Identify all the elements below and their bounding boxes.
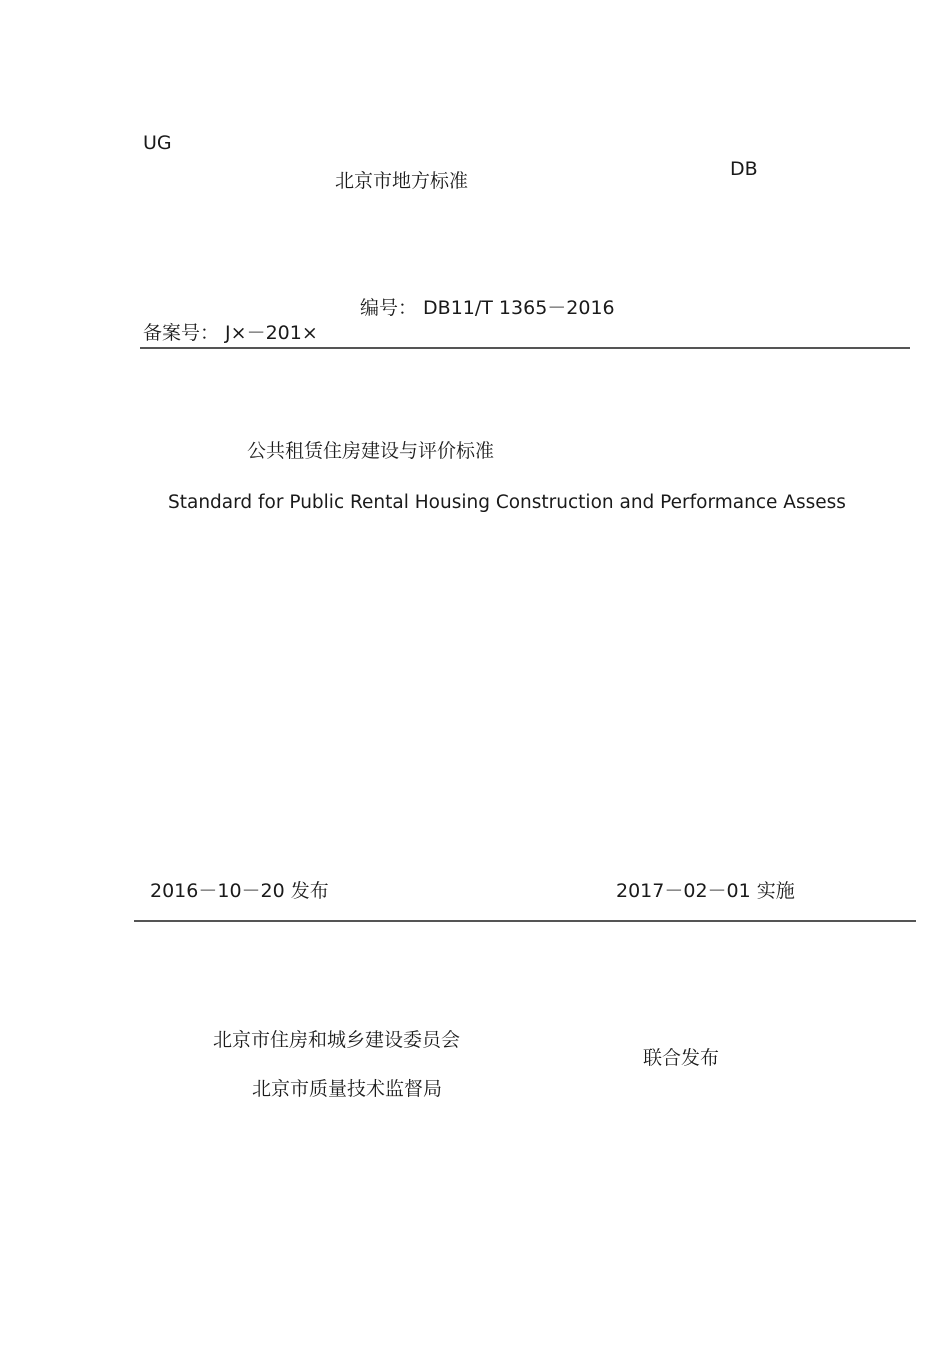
- db-mark: DB: [730, 158, 758, 180]
- ics-code: UG: [143, 132, 172, 154]
- filing-number: 备案号： J×－201×: [143, 322, 318, 344]
- bottom-divider: [134, 920, 916, 922]
- issue-date: 2016－10－20 发布: [150, 880, 329, 902]
- implement-date: 2017－02－01 实施: [616, 880, 795, 902]
- joint-issue-label: 联合发布: [643, 1047, 720, 1069]
- standard-type: 北京市地方标准: [335, 170, 469, 192]
- title-english: Standard for Public Rental Housing Construction and Performance Assess: [168, 492, 846, 513]
- issuer-org-1: 北京市住房和城乡建设委员会: [213, 1029, 461, 1051]
- top-divider: [140, 347, 910, 349]
- issuer-org-2: 北京市质量技术监督局: [252, 1078, 443, 1100]
- standard-number: 编号： DB11/T 1365－2016: [360, 297, 615, 319]
- title-chinese: 公共租赁住房建设与评价标准: [247, 440, 495, 462]
